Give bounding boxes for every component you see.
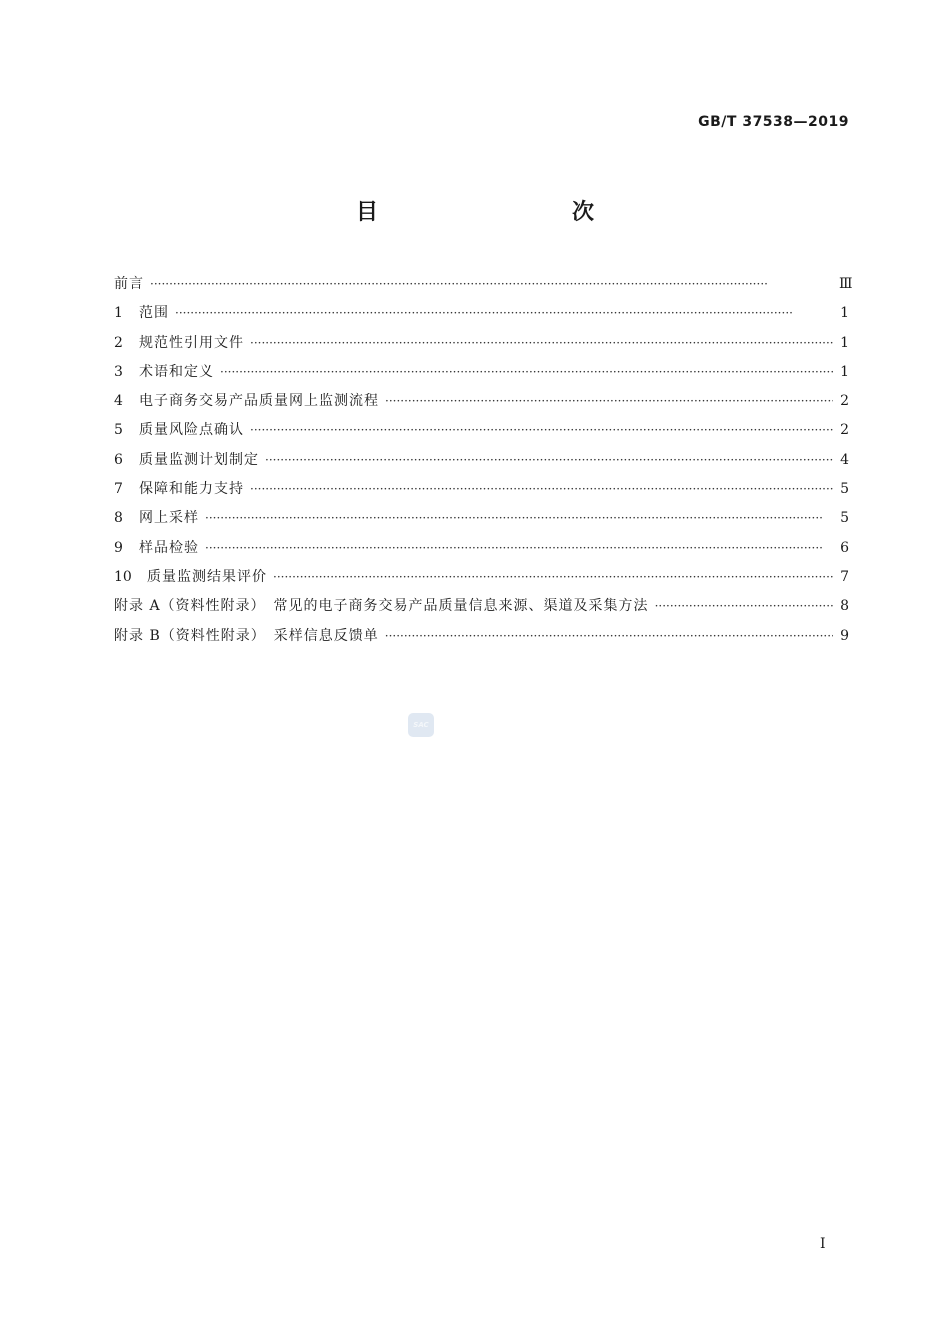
toc-leader-dots [250,475,833,504]
toc-leader-dots [385,622,833,651]
toc-entry-appendix-b[interactable] [114,622,849,651]
toc-entry-2[interactable] [114,329,849,358]
toc-entry-label: 规范性引用文件 [139,334,244,351]
toc-entry-label: 网上采样 [139,510,199,527]
toc-entry-page: 1 [840,363,849,380]
toc-leader-dots [265,446,833,475]
page-title: 目 次 [355,200,644,225]
toc-entry-number: 3 [114,363,123,380]
watermark-text: SAC [413,721,429,729]
toc-entry-page: 2 [840,422,849,439]
toc-entry-page: 1 [840,305,849,322]
toc-leader-dots [655,592,833,621]
toc-entry-label: 质量风险点确认 [139,422,244,439]
toc-entry-page: 9 [840,627,849,644]
toc-entry-9[interactable] [114,534,849,563]
toc-entry-number: 10 [114,568,132,585]
toc-leader-dots [273,563,833,592]
toc-entry-3[interactable] [114,358,849,387]
toc-entry-label: 质量监测结果评价 [147,568,267,585]
toc-leader-dots [250,416,833,445]
toc-leader-dots [385,387,833,416]
toc-entry-page: 5 [840,481,849,498]
toc-entry-label: 质量监测计划制定 [139,451,259,468]
toc-entry-label: 附录 A（资料性附录） 常见的电子商务交易产品质量信息来源、渠道及采集方法 [114,598,649,615]
toc-entry-6[interactable] [114,446,849,475]
toc-leader-dots [150,270,833,299]
toc-leader-dots [220,358,833,387]
toc-entry-label: 样品检验 [139,539,199,556]
page-number: Ⅰ [820,1236,826,1252]
toc-entry-page: 2 [840,393,849,410]
toc-entry-1[interactable] [114,299,849,328]
toc-entry-page: Ⅲ [839,276,853,292]
toc-entry-number: 2 [114,334,123,351]
toc-entry-page: 8 [840,598,849,615]
toc-entry-number: 9 [114,539,123,556]
toc-entry-foreword[interactable] [114,270,853,299]
toc-entry-4[interactable] [114,387,849,416]
toc-entry-page: 1 [840,334,849,351]
toc-entry-label: 术语和定义 [139,363,214,380]
toc-entry-number: 5 [114,422,123,439]
toc-leader-dots [250,329,833,358]
toc-entry-8[interactable] [114,504,849,533]
table-of-contents [114,270,853,651]
toc-entry-page: 5 [840,510,849,527]
standard-number: GB/T 37538—2019 [698,114,849,130]
toc-entry-page: 6 [840,539,849,556]
toc-entry-number: 1 [114,305,123,322]
toc-entry-number: 4 [114,393,123,410]
toc-entry-label: 电子商务交易产品质量网上监测流程 [139,393,379,410]
toc-entry-7[interactable] [114,475,849,504]
toc-entry-label: 范围 [139,305,169,322]
toc-entry-label: 附录 B（资料性附录） 采样信息反馈单 [114,627,379,644]
toc-entry-label: 前言 [114,276,144,292]
sac-logo-icon [408,713,434,737]
toc-leader-dots [205,534,833,563]
toc-leader-dots [175,299,833,328]
toc-entry-label: 保障和能力支持 [139,481,244,498]
toc-entry-page: 7 [840,568,849,585]
toc-entry-10[interactable] [114,563,849,592]
toc-entry-page: 4 [840,451,849,468]
toc-entry-number: 6 [114,451,123,468]
toc-entry-number: 7 [114,481,123,498]
toc-entry-5[interactable] [114,416,849,445]
toc-entry-number: 8 [114,510,123,527]
toc-entry-appendix-a[interactable] [114,592,849,621]
toc-leader-dots [205,504,833,533]
